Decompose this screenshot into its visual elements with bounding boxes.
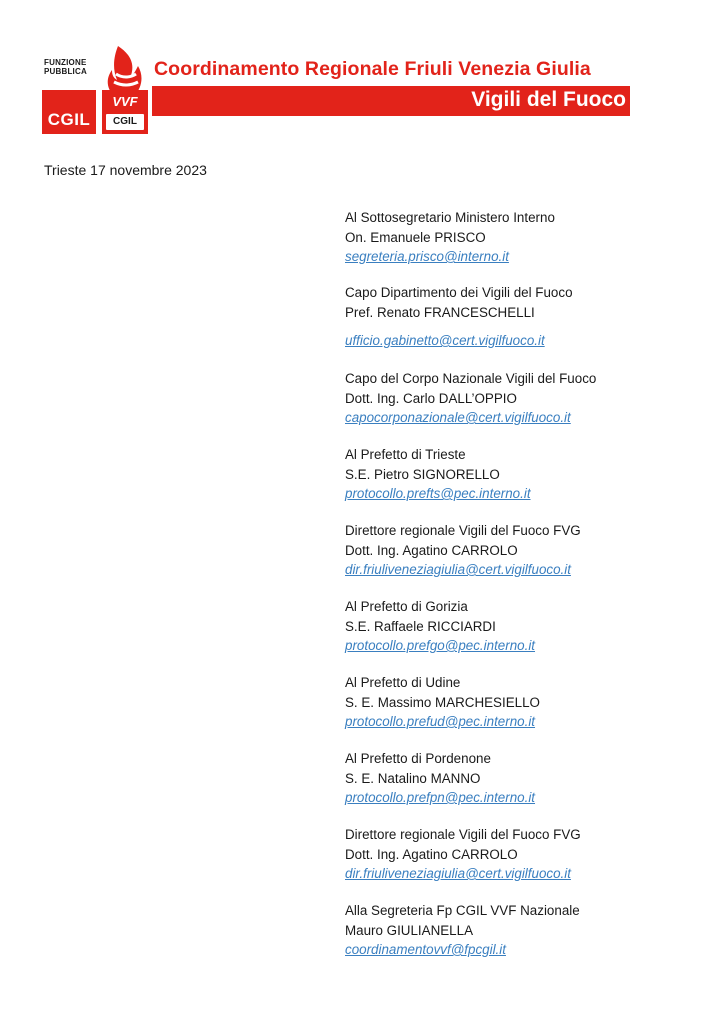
- fp-line-1: FUNZIONE: [44, 58, 87, 67]
- recipient-role: Alla Segreteria Fp CGIL VVF Nazionale: [345, 903, 580, 918]
- letterhead-title: Coordinamento Regionale Friuli Venezia Giulia: [154, 58, 591, 80]
- recipient-role: Al Prefetto di Trieste: [345, 447, 466, 462]
- recipient-block: [345, 901, 695, 960]
- vvf-label: VVF: [112, 94, 138, 109]
- recipient-name: Mauro GIULIANELLA: [345, 922, 474, 938]
- fp-logo-text: [44, 58, 98, 76]
- recipient-email-link[interactable]: protocollo.prefgo@pec.interno.it: [345, 638, 536, 653]
- recipient-block: [345, 673, 695, 732]
- recipient-name: Dott. Ing. Carlo DALL’OPPIO: [345, 390, 517, 406]
- cgil-badge: CGIL: [42, 90, 96, 134]
- letterhead-subtitle-bar: [152, 86, 630, 116]
- recipient-email-link[interactable]: capocorponazionale@cert.vigilfuoco.it: [345, 410, 571, 425]
- recipient-block: [345, 283, 695, 351]
- recipient-name: Dott. Ing. Agatino CARROLO: [345, 542, 518, 558]
- recipient-role: Al Sottosegretario Ministero Interno: [345, 210, 555, 225]
- recipient-email-link[interactable]: protocollo.prefpn@pec.interno.it: [345, 790, 536, 805]
- recipient-role: Al Prefetto di Gorizia: [345, 599, 468, 614]
- fp-line-2: PUBBLICA: [44, 67, 87, 76]
- recipient-email-link[interactable]: protocollo.prefts@pec.interno.it: [345, 486, 531, 501]
- vvf-cgil-logo: [100, 44, 148, 136]
- recipient-role: Direttore regionale Vigili del Fuoco FVG: [345, 827, 581, 842]
- recipient-block: [345, 825, 695, 884]
- recipient-name: S.E. Raffaele RICCIARDI: [345, 618, 496, 634]
- recipient-role: Capo del Corpo Nazionale Vigili del Fuoco: [345, 371, 597, 386]
- vvf-badge: [102, 90, 148, 134]
- recipient-name: S. E. Natalino MANNO: [345, 770, 481, 786]
- letter-date: Trieste 17 novembre 2023: [44, 162, 207, 178]
- recipient-role: Al Prefetto di Pordenone: [345, 751, 491, 766]
- recipient-email-link[interactable]: dir.friuliveneziagiulia@cert.vigilfuoco.it: [345, 562, 571, 577]
- recipient-name: S. E. Massimo MARCHESIELLO: [345, 694, 540, 710]
- recipient-email-link[interactable]: protocollo.prefud@pec.interno.it: [345, 714, 536, 729]
- recipient-email-link[interactable]: ufficio.gabinetto@cert.vigilfuoco.it: [345, 333, 545, 348]
- recipient-block: [345, 208, 695, 267]
- letterhead-subtitle: Vigili del Fuoco: [471, 88, 626, 111]
- recipient-email-link[interactable]: coordinamentovvf@fpcgil.it: [345, 942, 506, 957]
- recipient-role: Al Prefetto di Udine: [345, 675, 461, 690]
- recipient-block: [345, 749, 695, 808]
- recipient-email-link[interactable]: segreteria.prisco@interno.it: [345, 249, 509, 264]
- recipient-email-link[interactable]: dir.friuliveneziagiulia@cert.vigilfuoco.it: [345, 866, 571, 881]
- recipient-name: On. Emanuele PRISCO: [345, 229, 486, 245]
- recipient-block: [345, 521, 695, 580]
- vvf-cgil-label: CGIL: [106, 114, 144, 130]
- recipient-block: [345, 597, 695, 656]
- recipient-block: [345, 369, 695, 428]
- recipient-role: Direttore regionale Vigili del Fuoco FVG: [345, 523, 581, 538]
- recipient-block: [345, 445, 695, 504]
- recipient-name: Pref. Renato FRANCESCHELLI: [345, 304, 535, 320]
- recipient-role: Capo Dipartimento dei Vigili del Fuoco: [345, 285, 573, 300]
- letterhead: [40, 44, 630, 138]
- fp-cgil-logo: [40, 44, 96, 136]
- recipient-name: Dott. Ing. Agatino CARROLO: [345, 846, 518, 862]
- recipient-name: S.E. Pietro SIGNORELLO: [345, 466, 500, 482]
